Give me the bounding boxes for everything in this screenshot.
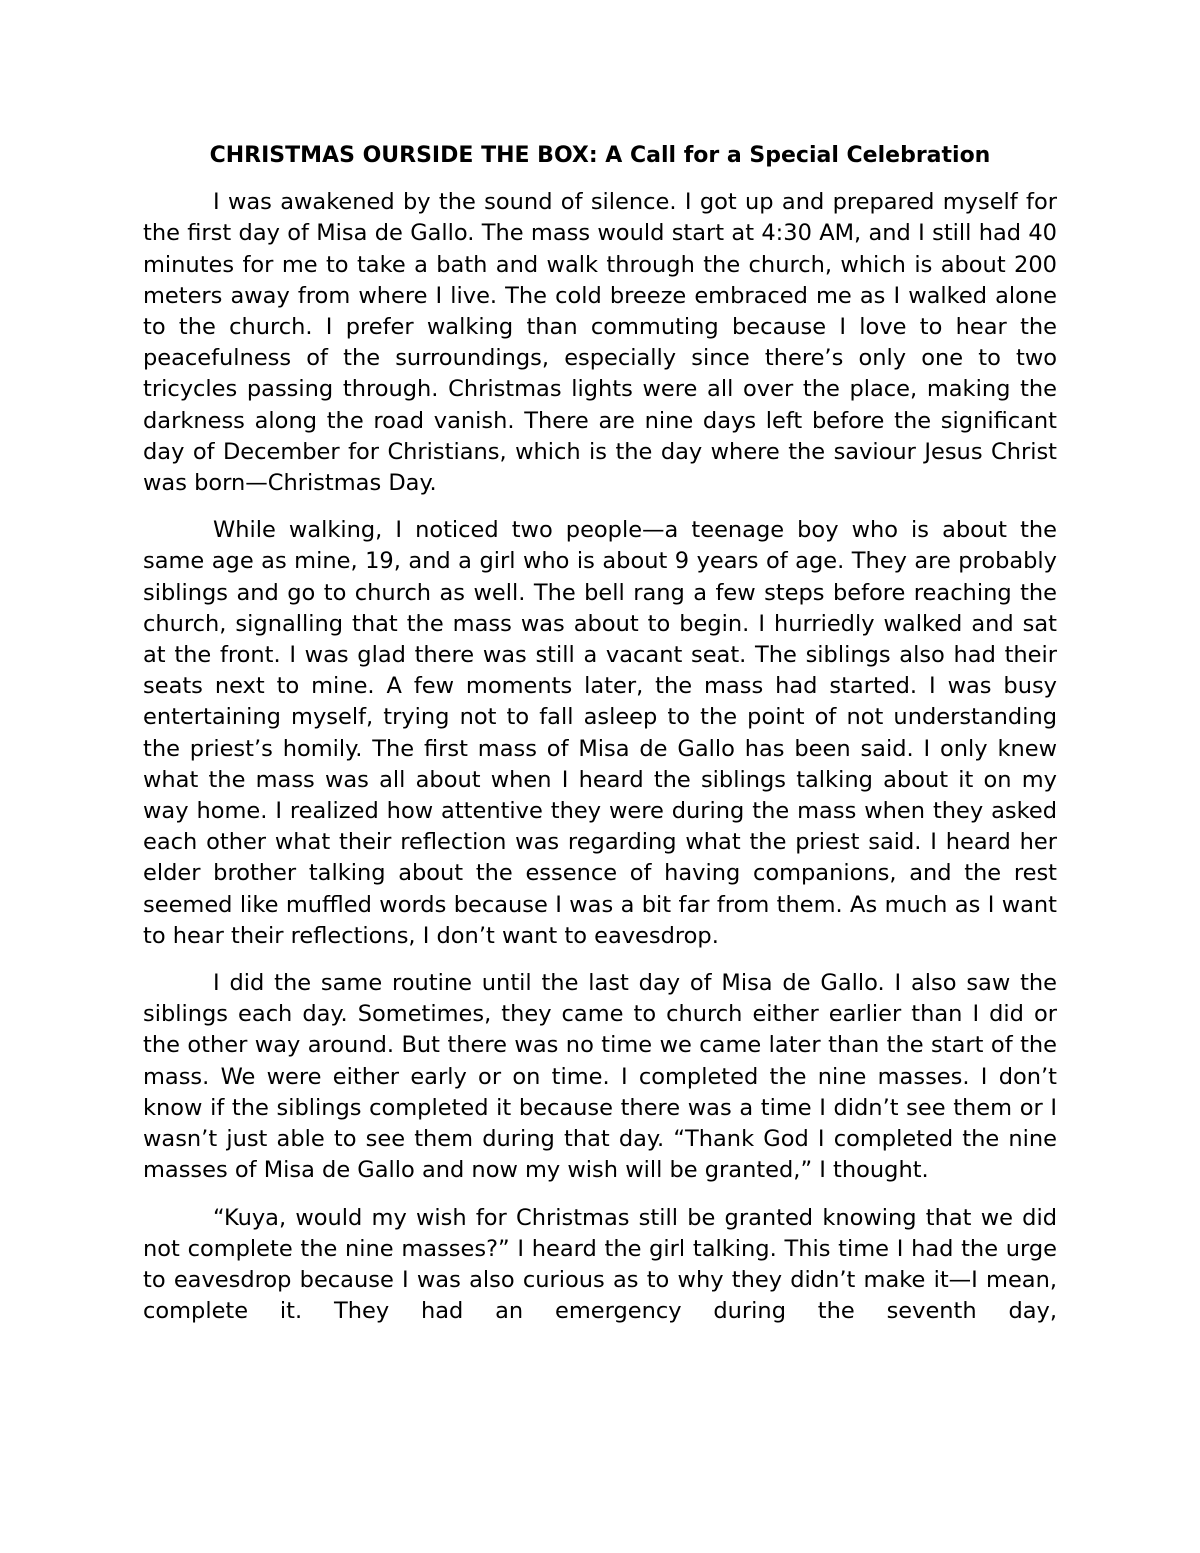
document-title: CHRISTMAS OURSIDE THE BOX: A Call for a Special Celebration xyxy=(209,143,991,168)
paragraph-1: I was awakened by the sound of silence. I got up and prepared myself for the first day of Misa de Gallo. The mass would start at 4:30 AM, and I still had 40 minutes for me to take a bath and walk through the church, which is about 200 meters away from where I live. The cold breeze embraced me as I walked alone to the church. I prefer walking than commuting because I love to hear the peacefulness of the surroundings, especially since there’s only one to two tricycles passing through. Christmas lights were all over the place, making the darkness along the road vanish. There are nine days left before the significant day of December for Christians, which is the day where the saviour Jesus Christ was born—Christmas Day. xyxy=(143,189,1057,497)
document-page xyxy=(143,140,1057,1343)
paragraph-4: “Kuya, would my wish for Christmas still be granted knowing that we did not complete the nine masses?” I heard the girl talking. This time I had the urge to eavesdrop because I was also curious as to why they didn’t make it—I mean, complete it. They had an emergency during the seventh day, xyxy=(143,1204,1057,1325)
paragraph-3: I did the same routine until the last day of Misa de Gallo. I also saw the siblings each day. Sometimes, they came to church either earlier than I did or the other way around. But there was no time we came later than the start of the mass. We were either early or on time. I completed the nine masses. I don’t know if the siblings completed it because there was a time I didn’t see them or I wasn’t just able to see them during that day. “Thank God I completed the nine masses of Misa de Gallo and now my wish will be granted,” I thought. xyxy=(143,970,1057,1184)
paragraph-2: While walking, I noticed two people—a teenage boy who is about the same age as mine, 19, and a girl who is about 9 years of age. They are probably siblings and go to church as well. The bell rang a few steps before reaching the church, signalling that the mass was about to begin. I hurriedly walked and sat at the front. I was glad there was still a vacant seat. The siblings also had their seats next to mine. A few moments later, the mass had started. I was busy entertaining myself, trying not to fall asleep to the point of not understanding the priest’s homily. The first mass of Misa de Gallo has been said. I only knew what the mass was all about when I heard the siblings talking about it on my way home. I realized how attentive they were during the mass when they asked each other what their reflection was regarding what the priest said. I heard her elder brother talking about the essence of having companions, and the rest seemed like muffled words because I was a bit far from them. As much as I want to hear their reflections, I don’t want to eavesdrop. xyxy=(143,517,1057,949)
